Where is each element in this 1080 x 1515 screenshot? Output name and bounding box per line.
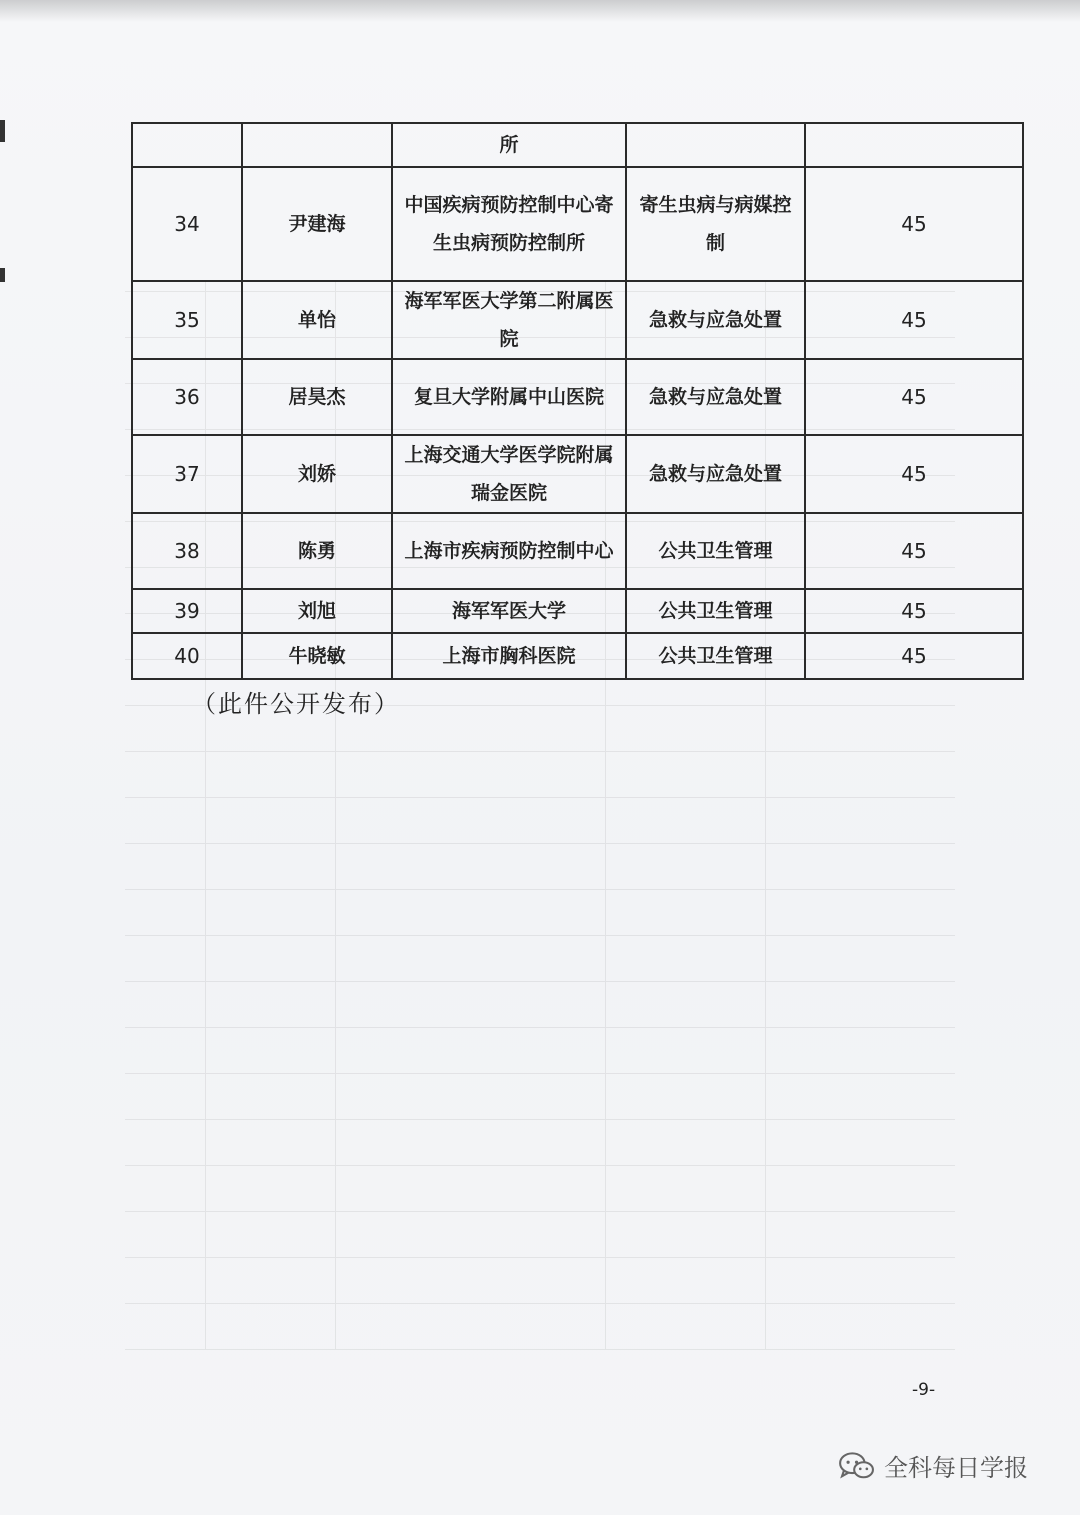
row-number: 39 (132, 589, 242, 633)
person-name (242, 123, 392, 167)
score: 45 (805, 513, 1023, 589)
scan-edge-mark (0, 120, 5, 142)
row-number: 35 (132, 281, 242, 359)
specialty: 急救与应急处置 (626, 281, 805, 359)
specialty: 公共卫生管理 (626, 589, 805, 633)
specialty: 急救与应急处置 (626, 435, 805, 513)
scan-edge-mark (0, 268, 5, 282)
organization: 所 (392, 123, 626, 167)
table-row (132, 281, 1023, 359)
person-name: 刘娇 (242, 435, 392, 513)
organization: 上海市疾病预防控制中心 (392, 513, 626, 589)
organization: 复旦大学附属中山医院 (392, 359, 626, 435)
specialty (626, 123, 805, 167)
row-number: 34 (132, 167, 242, 281)
score: 45 (805, 589, 1023, 633)
table-row (132, 633, 1023, 679)
watermark-text: 全科每日学报 (884, 1454, 1028, 1482)
person-name: 牛晓敏 (242, 633, 392, 679)
row-number (132, 123, 242, 167)
roster-table (131, 122, 1024, 680)
row-number: 37 (132, 435, 242, 513)
person-name: 尹建海 (242, 167, 392, 281)
organization: 上海交通大学医学院附属瑞金医院 (392, 435, 626, 513)
specialty: 公共卫生管理 (626, 513, 805, 589)
organization: 海军军医大学第二附属医院 (392, 281, 626, 359)
wechat-icon (838, 1451, 876, 1481)
publication-note: （此件公开发布） (192, 690, 400, 718)
table-row (132, 589, 1023, 633)
table-row (132, 359, 1023, 435)
person-name: 刘旭 (242, 589, 392, 633)
table-row (132, 513, 1023, 589)
specialty: 急救与应急处置 (626, 359, 805, 435)
specialty: 寄生虫病与病媒控制 (626, 167, 805, 281)
specialty: 公共卫生管理 (626, 633, 805, 679)
row-number: 36 (132, 359, 242, 435)
score: 45 (805, 359, 1023, 435)
table-row (132, 123, 1023, 167)
scan-edge-shadow (0, 0, 1080, 22)
person-name: 陈勇 (242, 513, 392, 589)
organization: 中国疾病预防控制中心寄生虫病预防控制所 (392, 167, 626, 281)
row-number: 38 (132, 513, 242, 589)
score (805, 123, 1023, 167)
watermark (838, 1448, 1028, 1483)
table-row (132, 167, 1023, 281)
table-row (132, 435, 1023, 513)
row-number: 40 (132, 633, 242, 679)
score: 45 (805, 435, 1023, 513)
person-name: 单怡 (242, 281, 392, 359)
organization: 上海市胸科医院 (392, 633, 626, 679)
person-name: 居昊杰 (242, 359, 392, 435)
page-number: -9- (912, 1380, 936, 1400)
score: 45 (805, 281, 1023, 359)
organization: 海军军医大学 (392, 589, 626, 633)
score: 45 (805, 633, 1023, 679)
score: 45 (805, 167, 1023, 281)
